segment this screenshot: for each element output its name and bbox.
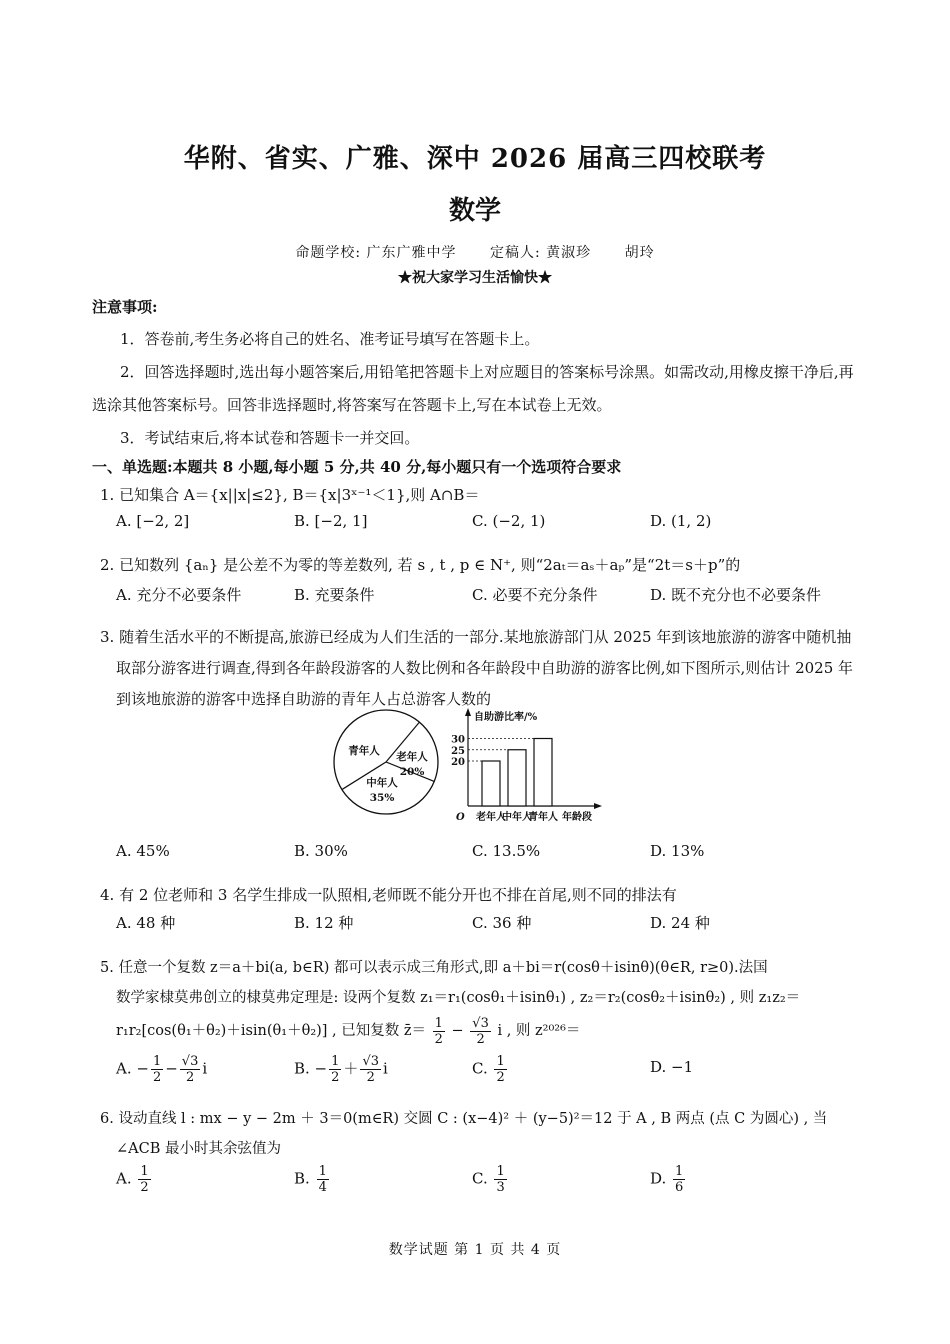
bar-2 bbox=[534, 739, 552, 807]
bar-category-1: 中年人 bbox=[502, 812, 532, 823]
bar-category-2: 青年人 bbox=[528, 812, 558, 823]
bar-ylabel: 自助游比率/% bbox=[474, 712, 538, 723]
q5-frac-sqrt3: $\frac{√3}{2}$ bbox=[472, 1015, 489, 1047]
pie-label-2: 中年人 bbox=[366, 777, 398, 789]
q1-options bbox=[116, 512, 856, 542]
q1-option-a[interactable]: A. [−2, 2] bbox=[116, 512, 190, 530]
q5-line-3: r₁r₂[cos(θ₁＋θ₂)＋isin(θ₁＋θ₂)] , 已知复数 z̄＝ $\frac{1}{2}$ − $\frac{√3}{2}$ i , 则 z²⁰²⁶＝ bbox=[116, 1015, 581, 1047]
wish-text: ★祝大家学习生活愉快★ bbox=[398, 270, 552, 286]
bar-category-0: 老年人 bbox=[476, 812, 506, 823]
bar-1 bbox=[508, 750, 526, 806]
q4-stem: 4. 有 2 位老师和 3 名学生排成一队照相,老师既不能分开也不排在首尾,则不同的排法有 bbox=[100, 886, 677, 904]
q4-option-c[interactable]: C. 36 种 bbox=[472, 914, 532, 932]
q2-option-a[interactable]: A. 充分不必要条件 bbox=[116, 586, 242, 604]
q3-option-b[interactable]: B. 30% bbox=[294, 842, 348, 860]
q2-option-c[interactable]: C. 必要不充分条件 bbox=[472, 586, 598, 604]
section-title: 一、单选题:本题共 8 小题,每小题 5 分,共 40 分,每小题只有一个选项符合要求 bbox=[92, 458, 622, 476]
q4-option-a[interactable]: A. 48 种 bbox=[116, 914, 176, 932]
q3-option-d[interactable]: D. 13% bbox=[650, 842, 705, 860]
question-4 bbox=[100, 880, 865, 910]
q3-options bbox=[116, 842, 856, 872]
question-2 bbox=[100, 550, 865, 580]
q1-option-c[interactable]: C. (−2, 1) bbox=[472, 512, 546, 530]
notice-item-3: 3．考试结束后,将本试卷和答题卡一并交回。 bbox=[120, 429, 420, 447]
notice-item-1: 1．答卷前,考生务必将自己的姓名、准考证号填写在答题卡上。 bbox=[120, 330, 540, 348]
q4-option-b[interactable]: B. 12 种 bbox=[294, 914, 354, 932]
q6-option-a[interactable]: A. $\frac{1}{2}$ bbox=[116, 1164, 149, 1195]
q4-options bbox=[116, 912, 856, 942]
exam-title: 华附、省实、广雅、深中 2026 届高三四校联考 bbox=[183, 144, 767, 174]
q5-option-c[interactable]: C. $\frac{1}{2}$ bbox=[472, 1054, 505, 1085]
q5-frac-half: $\frac{1}{2}$ bbox=[434, 1015, 443, 1047]
bar-0 bbox=[482, 761, 500, 806]
meta-line bbox=[0, 242, 950, 262]
q5-line-1: 5. 任意一个复数 z＝a＋bi(a, b∈R) 都可以表示成三角形式,即 a＋bi＝r(cosθ＋isinθ)(θ∈R, r≥0).法国 bbox=[100, 960, 768, 976]
school-text: 命题学校: 广东广雅中学 bbox=[295, 245, 457, 261]
pie-percent-2: 35% bbox=[369, 792, 395, 804]
q5-option-a[interactable]: A. − $\frac{1}{2}$ − $\frac{√3}{2}$ i bbox=[116, 1054, 208, 1085]
q2-options bbox=[116, 584, 856, 614]
q3-option-a[interactable]: A. 45% bbox=[116, 842, 170, 860]
finalizer2-text: 胡玲 bbox=[624, 245, 655, 261]
q2-option-b[interactable]: B. 充要条件 bbox=[294, 586, 375, 604]
q5-option-d[interactable]: D. −1 bbox=[650, 1058, 694, 1076]
bar-x-arrow bbox=[594, 803, 602, 809]
q5-line-3b: i , 则 z²⁰²⁶＝ bbox=[497, 1023, 581, 1039]
q3-bar-chart bbox=[448, 700, 618, 830]
bar-xlabel: 年龄段 bbox=[562, 812, 592, 823]
q2-stem: 2. 已知数列 {aₙ} 是公差不为零的等差数列, 若 s , t , p ∈ N⁺, 则“2aₜ＝aₛ＋aₚ”是“2t＝s＋p”的 bbox=[100, 556, 741, 574]
q1-option-b[interactable]: B. [−2, 1] bbox=[294, 512, 368, 530]
q6-line-2: ∠ACB 最小时其余弦值为 bbox=[116, 1141, 281, 1157]
notice-heading: 注意事项: bbox=[92, 298, 158, 316]
q3-option-c[interactable]: C. 13.5% bbox=[472, 842, 541, 860]
bar-origin-label: O bbox=[456, 812, 465, 823]
notice-item-2: 2．回答选择题时,选出每小题答案后,用铅笔把答题卡上对应题目的答案标号涂黑。如需改动,用橡皮擦干净后,再选涂其他答案标号。回答非选择题时,将答案写在答题卡上,写在本试卷上无效。 bbox=[92, 363, 854, 414]
q3-stem: 3. 随着生活水平的不断提高,旅游已经成为人们生活的一部分.某地旅游部门从 2025 年到该地旅游的游客中随机抽取部分游客进行调查,得到各年龄段游客的人数比例和各年龄段中自助游的游客比例,如下图所示,则估计 2025 年到该地旅游的游客中选择自助游的青年人占总游客人数的 bbox=[100, 628, 854, 708]
bar-ytick-1: 25 bbox=[451, 745, 465, 757]
question-6 bbox=[100, 1104, 865, 1164]
bar-ytick-0: 20 bbox=[451, 757, 465, 768]
q4-option-d[interactable]: D. 24 种 bbox=[650, 914, 710, 932]
q5-options bbox=[116, 1054, 856, 1090]
subject-title: 数学 bbox=[448, 196, 501, 226]
q5-line-2: 数学家棣莫弗创立的棣莫弗定理是: 设两个复数 z₁＝r₁(cosθ₁＋isinθ₁) , z₂＝r₂(cosθ₂＋isinθ₂) , 则 z₁z₂＝ bbox=[116, 990, 801, 1006]
q6-option-c[interactable]: C. $\frac{1}{3}$ bbox=[472, 1164, 505, 1195]
question-1 bbox=[100, 480, 865, 510]
pie-label-0: 青年人 bbox=[348, 745, 380, 757]
bar-y-arrow bbox=[465, 708, 471, 716]
q5-option-b[interactable]: B. − $\frac{1}{2}$ ＋ $\frac{√3}{2}$ i bbox=[294, 1054, 388, 1085]
pie-percent-1: 20% bbox=[399, 766, 425, 778]
pie-label-1: 老年人 bbox=[396, 751, 428, 763]
q1-option-d[interactable]: D. (1, 2) bbox=[650, 512, 712, 530]
q6-options bbox=[116, 1164, 856, 1200]
q6-line-1: 6. 设动直线 l : mx − y − 2m ＋ 3＝0(m∈R) 交圆 C : (x−4)² ＋ (y−5)²＝12 于 A , B 两点 (点 C 为圆心) , 当 bbox=[100, 1111, 828, 1127]
q6-option-d[interactable]: D. $\frac{1}{6}$ bbox=[650, 1164, 684, 1195]
question-5 bbox=[100, 953, 865, 1049]
q5-line-3a: r₁r₂[cos(θ₁＋θ₂)＋isin(θ₁＋θ₂)] , 已知复数 z̄＝ bbox=[116, 1023, 427, 1039]
q3-pie-chart bbox=[330, 706, 442, 818]
page-footer: 数学试题 第 1 页 共 4 页 bbox=[388, 1242, 562, 1258]
q2-option-d[interactable]: D. 既不充分也不必要条件 bbox=[650, 586, 822, 604]
bar-ytick-2: 30 bbox=[451, 734, 465, 746]
finalizer-text: 定稿人: 黄淑珍 bbox=[490, 245, 592, 261]
q1-stem: 1. 已知集合 A＝{x||x|≤2}, B＝{x|3ˣ⁻¹＜1},则 A∩B＝ bbox=[100, 486, 480, 504]
q6-option-b[interactable]: B. $\frac{1}{4}$ bbox=[294, 1164, 327, 1195]
